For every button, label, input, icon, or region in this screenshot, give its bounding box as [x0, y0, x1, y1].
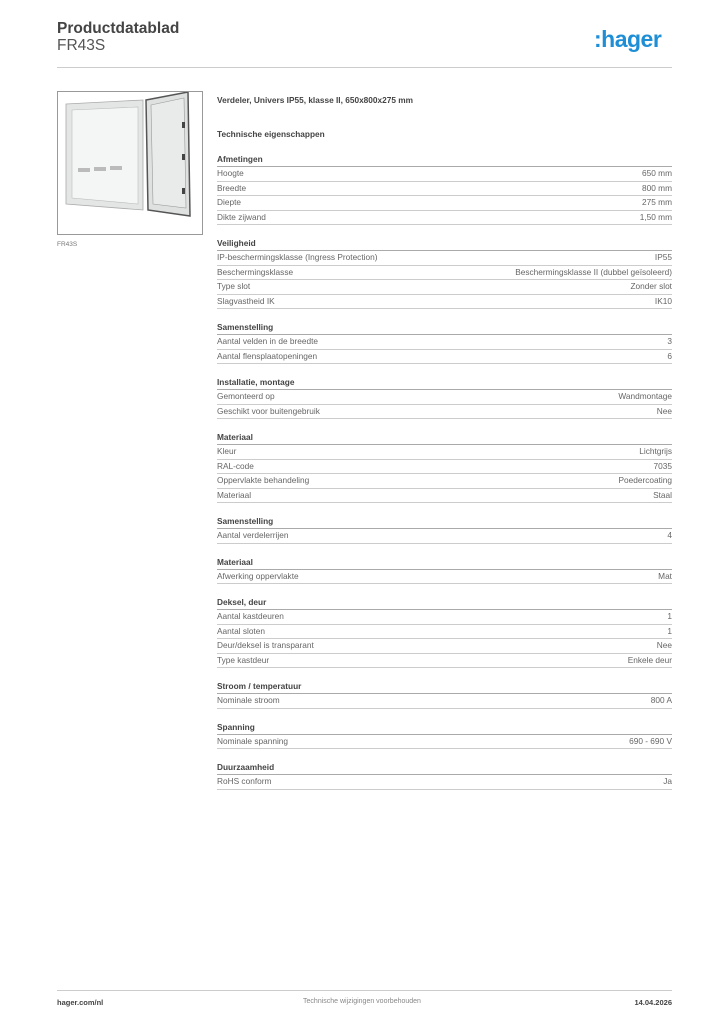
- spec-value: 7035: [653, 460, 672, 471]
- spec-section: [217, 237, 672, 309]
- spec-label: Gemonteerd op: [217, 391, 275, 401]
- spec-label: Type slot: [217, 281, 251, 291]
- product-code: FR43S: [57, 37, 106, 54]
- section-heading: Materiaal: [217, 431, 672, 445]
- spec-value: 1,50 mm: [639, 211, 672, 222]
- spec-value: 650 mm: [642, 168, 672, 178]
- section-heading: Afmetingen: [217, 153, 672, 167]
- cabinet-illustration: [58, 92, 202, 234]
- spec-label: RoHS conform: [217, 776, 272, 786]
- spec-row: [217, 775, 672, 790]
- spec-label: Aantal flensplaatopeningen: [217, 350, 318, 361]
- spec-value: Nee: [656, 640, 672, 650]
- spec-row: [217, 182, 672, 197]
- spec-label: Slagvastheid IK: [217, 295, 275, 306]
- section-heading: Materiaal: [217, 556, 672, 570]
- spec-row: [217, 405, 672, 420]
- section-heading: Duurzaamheid: [217, 761, 672, 775]
- spec-section: [217, 321, 672, 364]
- page-title: Productdatablad: [57, 20, 180, 37]
- spec-label: Aantal velden in de breedte: [217, 336, 319, 346]
- spec-label: Dikte zijwand: [217, 211, 266, 222]
- spec-row: [217, 639, 672, 654]
- spec-label: Aantal sloten: [217, 625, 265, 636]
- spec-sections: [217, 153, 672, 790]
- spec-row: [217, 350, 672, 365]
- spec-row: [217, 280, 672, 295]
- spec-section: [217, 556, 672, 585]
- section-heading: Installatie, montage: [217, 376, 672, 390]
- spec-label: Aantal verdelerrijen: [217, 530, 289, 540]
- spec-value: 800 A: [650, 695, 672, 705]
- spec-row: [217, 489, 672, 504]
- spec-row: [217, 610, 672, 625]
- tech-heading: Technische eigenschappen: [217, 129, 325, 139]
- spec-label: Kleur: [217, 446, 237, 456]
- section-heading: Stroom / temperatuur: [217, 680, 672, 694]
- spec-label: Oppervlakte behandeling: [217, 475, 310, 485]
- spec-row: [217, 529, 672, 544]
- spec-value: 690 - 690 V: [629, 735, 672, 746]
- spec-label: Hoogte: [217, 168, 244, 178]
- spec-label: Nominale stroom: [217, 695, 280, 705]
- spec-section: [217, 376, 672, 419]
- spec-row: [217, 625, 672, 640]
- spec-row: [217, 474, 672, 489]
- section-heading: Samenstelling: [217, 321, 672, 335]
- spec-value: 800 mm: [642, 182, 672, 193]
- spec-section: [217, 761, 672, 790]
- spec-label: IP-beschermingsklasse (Ingress Protection): [217, 252, 378, 262]
- footer-website[interactable]: hager.com/nl: [57, 998, 104, 1007]
- spec-row: [217, 445, 672, 460]
- spec-value: 4: [667, 530, 672, 540]
- spec-row: [217, 694, 672, 709]
- spec-value: Beschermingsklasse II (dubbel geïsoleerd): [515, 266, 672, 277]
- spec-value: IP55: [654, 252, 672, 262]
- spec-section: [217, 596, 672, 668]
- spec-label: Afwerking oppervlakte: [217, 570, 299, 581]
- spec-label: Aantal kastdeuren: [217, 611, 284, 621]
- spec-section: [217, 153, 672, 225]
- footer-divider: [57, 990, 672, 991]
- hager-logo: :hager: [594, 26, 662, 52]
- section-heading: Samenstelling: [217, 515, 672, 529]
- footer-date: 14.04.2026: [634, 998, 672, 1007]
- spec-row: [217, 295, 672, 310]
- spec-row: [217, 251, 672, 266]
- spec-label: Diepte: [217, 197, 241, 207]
- spec-row: [217, 266, 672, 281]
- product-details: [217, 95, 672, 790]
- spec-row: [217, 735, 672, 750]
- spec-label: Type kastdeur: [217, 654, 270, 665]
- spec-value: IK10: [654, 295, 672, 306]
- spec-value: Lichtgrijs: [639, 446, 672, 456]
- spec-value: Ja: [663, 776, 672, 786]
- spec-section: [217, 515, 672, 544]
- header-divider: [57, 67, 672, 68]
- section-heading: Spanning: [217, 721, 672, 735]
- spec-value: 6: [667, 350, 672, 361]
- spec-label: Beschermingsklasse: [217, 266, 294, 277]
- spec-value: 275 mm: [642, 197, 672, 207]
- spec-row: [217, 167, 672, 182]
- spec-row: [217, 390, 672, 405]
- spec-value: Zonder slot: [630, 281, 672, 291]
- spec-value: Wandmontage: [618, 391, 672, 401]
- product-image: [57, 91, 203, 235]
- spec-value: 1: [667, 611, 672, 621]
- spec-row: [217, 335, 672, 350]
- spec-value: Mat: [658, 570, 672, 581]
- image-caption: FR43S: [57, 241, 78, 248]
- section-heading: Veiligheid: [217, 237, 672, 251]
- spec-row: [217, 654, 672, 669]
- spec-label: Deur/deksel is transparant: [217, 640, 314, 650]
- spec-label: Geschikt voor buitengebruik: [217, 405, 320, 416]
- footer-disclaimer: Technische wijzigingen voorbehouden: [303, 998, 421, 1005]
- spec-value: 3: [667, 336, 672, 346]
- spec-value: Enkele deur: [627, 654, 672, 665]
- spec-section: [217, 721, 672, 750]
- spec-row: [217, 211, 672, 226]
- product-title: Verdeler, Univers IP55, klasse II, 650x800x275 mm: [217, 95, 414, 105]
- spec-row: [217, 460, 672, 475]
- spec-label: Nominale spanning: [217, 735, 289, 746]
- spec-row: [217, 570, 672, 585]
- spec-label: RAL-code: [217, 460, 254, 471]
- section-heading: Deksel, deur: [217, 596, 672, 610]
- spec-label: Materiaal: [217, 489, 252, 500]
- spec-label: Breedte: [217, 182, 247, 193]
- spec-section: [217, 431, 672, 503]
- spec-value: 1: [667, 625, 672, 636]
- spec-row: [217, 196, 672, 211]
- spec-section: [217, 680, 672, 709]
- spec-value: Staal: [653, 489, 672, 500]
- spec-value: Poedercoating: [618, 475, 672, 485]
- spec-value: Nee: [656, 405, 672, 416]
